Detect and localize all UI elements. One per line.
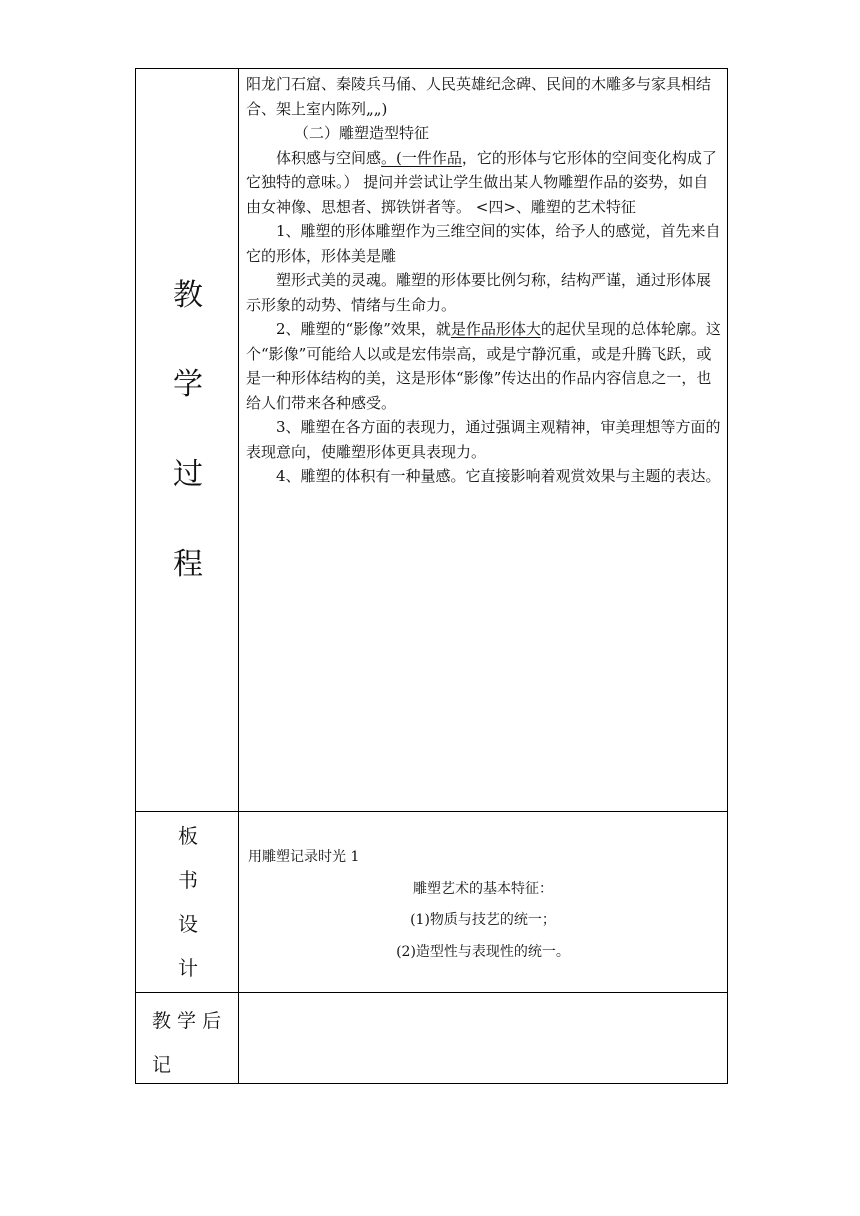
table-border-bottom xyxy=(135,1083,728,1084)
table-border-left xyxy=(135,68,136,1084)
point-2-lead: 2、雕塑的“影像”效果，就 xyxy=(276,320,451,338)
board-label-char-1: 板 xyxy=(178,824,198,848)
point-2-underlined: 是作品形体大 xyxy=(450,320,541,338)
board-label-char-4: 计 xyxy=(178,956,198,980)
table-border-top xyxy=(135,68,728,69)
volume-term: 体积感与空间感 xyxy=(276,148,382,167)
section-heading: （二）雕塑造型特征 xyxy=(294,124,430,142)
process-label-char-3: 过 xyxy=(173,457,203,492)
volume-example-underlined: 。(一件作品 xyxy=(381,148,462,167)
point-2-rest: 的起伏呈现的总体轮廓。这个“影像”可能给人以或是宏伟崇高，或是宁静沉重，或是升腾飞跃，或是一种形体结构的美，这是形体“影像”传达出的作品内容信息之一，也给人们带来各种感受。 xyxy=(246,320,721,412)
point-1-paragraph: 1、雕塑的形体雕塑作为三维空间的实体，给予人的感觉，首先来自它的形体，形体美是雕 xyxy=(246,222,721,265)
board-item-1: (1)物质与技艺的统一； xyxy=(410,912,556,928)
process-label-char-4: 程 xyxy=(173,547,203,582)
point-2-paragraph xyxy=(246,317,722,415)
board-label-char-3: 设 xyxy=(178,912,198,936)
board-label-char-2: 书 xyxy=(178,868,198,892)
table-border-right xyxy=(727,68,728,1084)
process-label-char-1: 教 xyxy=(173,278,203,313)
table-row-divider-2 xyxy=(135,992,728,993)
board-item-2: (2)造型性与表现性的统一。 xyxy=(396,944,570,960)
point-3-paragraph: 3、雕塑在各方面的表现力，通过强调主观精神，审美理想等方面的表现意向，使雕塑形体更具表现力。 xyxy=(246,418,721,461)
afterword-label-line-2: 记 xyxy=(152,1054,172,1076)
board-subtitle: 雕塑艺术的基本特征： xyxy=(413,881,553,897)
process-content xyxy=(246,72,722,489)
board-title: 用雕塑记录时光 1 xyxy=(248,849,360,865)
point-1-continued-paragraph: 塑形式美的灵魂。雕塑的形体要比例匀称，结构严谨，通过形体展示形象的动势、情绪与生命力。 xyxy=(246,271,712,314)
volume-paragraph xyxy=(246,146,722,220)
intro-paragraph: 阳龙门石窟、秦陵兵马俑、人民英雄纪念碑、民间的木雕多与家具相结合、架上室内陈列„„) xyxy=(246,75,712,118)
table-column-divider xyxy=(238,68,239,1084)
afterword-label-line-1: 教 学 后 xyxy=(152,1010,222,1032)
volume-explanation: ，它的形体与它形体的空间变化构成了它独特的意味。） 提问并尝试让学生做出某人物雕塑作品的姿势，如自由女神像、思想者、掷铁饼者等。 <四>、雕塑的艺术特征 xyxy=(246,148,717,216)
point-4-paragraph: 4、雕塑的体积有一种量感。它直接影响着观赏效果与主题的表达。 xyxy=(276,467,721,485)
process-label-char-2: 学 xyxy=(173,367,203,402)
table-row-divider-1 xyxy=(135,811,728,812)
